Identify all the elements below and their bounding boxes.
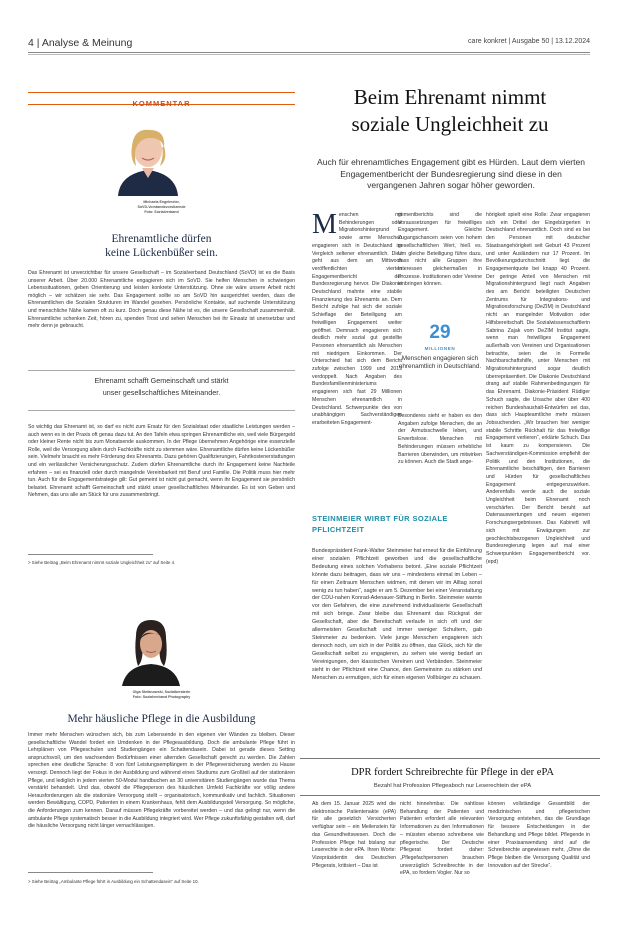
dpr-top-rule <box>300 758 600 759</box>
kommentar-paragraph-1: Das Ehrenamt ist unverzichtbar für unsere Gesellschaft – im Sozialverband Deutschland (SoVD) ist es die Basis unserer Arbeit. Über 20.000 Ehrenamtliche engagieren sich im SoVD. Sie helfen Menschen in schwierigen Lebenssituationen, geben Orientierung und leisten konkrete Unterstützung. Ohne sie wäre unsere Arbeit nicht möglich – wir schätzen sie sehr. Das Engagement sollte so am SoVD hin ausgerichtet werden, dass die Ehrenamtlichen die Sozialen Strukturen im Wandel gesehen. Persönliche Kontakte, auf suchende Unterstützung und menschliche Nähe kamen oft zu kurz. Doch genau diese Nähe ist es, die unsere Gesellschaft zusammenhält. Ehrenamtliche schenken Zeit, hören zu, spenden Trost und sehen Menschen bei ihr Einsatz ist unersetzbar und mehr denn je gebraucht. <box>28 270 295 330</box>
dpr-column-2-text: nicht hinnehmbar. Die nahtlose Behandlung der Patienten und Patienten erfordert alle relevanten Informationen zu den Informationen – müssten ebenso schreibene wie pflegerische. Der Deutsche Pflegerat fordert daher: „Pflegefachpersonen brauchen unverzüglich Schreibrechte in der ePA, so fordern Vogler. Nur so <box>400 801 484 877</box>
kommentar-headline-line2: keine Lückenbüßer sein. <box>105 247 218 259</box>
dpr-column-1-text: Ab dem 15. Januar 2025 wird die elektronische Patientenakte (ePA) für alle gesetzlich Versicherten verfügbar sein – ein Meilenstein für das Gesundheitswesen. Doch die Profession Pflege hat bislang nur Leserechte in der ePA. Ihren Worte: Vizepräsidentin des Deutschen Pflegerats, kritisiert – Das ist <box>312 801 396 869</box>
stat-label: MILLIONEN <box>424 346 456 351</box>
kommentar-headline <box>28 232 295 260</box>
pflege-paragraph: Immer mehr Menschen wünschen sich, bis zum Lebensende in den eigenen vier Wänden zu bleiben. Dieser gesellschaftliche Wandel fordert ein Umdenken in der Pflegeausbildung. Doch die ambulante Pflege führt in Lehrplänen von Pflegeschulen und Studiengängen ein Schattendasein. Dabei ist gerade dieses Setting anspruchsvoll, um den wachsenden Bedürfnissen einer alternden Gesellschaft gerecht zu werden. Die Zahlen sprechen eine deutliche Sprache: 8 von fünf Leistungsempfängern in der Pflegeversicherung werden zu Hause versorgt. Dennoch liegt der Fokus in der Ausbildung und während eines Studiums zum Großteil auf der stationären Pflege, und lediglich in jedem vierten 50-Modul handbuchen an 30 universitären Studiengängen wurde das Thema verstärkt behandelt. Und das, obwohl die Pflegeperson des häuslichen Umfeld Fachkräfte vor völlig andere Herausforderungen als die stationäre Versorgung stellt – organisatorisch, kommunikativ und fachlich. Situationen werden Bewältigung, COPD, Patienten in einem Krankenhaus, fehlt dem Ausbildungsteil Versorgung. So mögliche, die Anforderungen zum kennen. Darauf müssen Pflegekräfte vorbereitet werden – und das gelingt nur, wenn die ambulante Pflege systematisch besser in die Ausbildung integriert wird. Wer Pflege zukunftsfähig gestalten will, darf die häusliche Versorgung nicht länger vernachlässigen. <box>28 732 295 830</box>
steinmeier-headline-line2: PFLICHTZEIT <box>312 524 365 534</box>
header-rule <box>28 52 590 53</box>
ref-rule <box>28 554 153 555</box>
dpr-mid-rule <box>300 795 600 796</box>
dpr-column-3 <box>488 801 590 885</box>
dpr-headline: DPR fordert Schreibrechte für Pflege in der ePA <box>351 767 554 778</box>
main-column-3-text: hörigkeit spielt eine Rolle: Zwar engagieren sich ein Drittel der Eingebürgerten in Deutschland ehrenamtlich. Doch sind es bei den Personen mit deutscher Staatsangehörigkeit seit Geburt 43 Prozent und unter Ausländern nur 17 Prozent. Im Bevölkerungsdurchschnitt liegt die Engagementquote bei knapp 40 Prozent. Der geringe Anteil von Menschen mit Migrationshintergrund liegt nach Angaben des am Bericht beteiligten Deutschen Zentrums für Integrations- und Migrationsforschung (DeZIM) in Deutschland nicht an mangelnder Motivation oder Hilfsbereitschaft. Die Sozialwissenschaftlerin Sabrina Zajak vom DeZIM Institut sagte, wenn man freiwilliges Engagement außerhalb von Vereinen und Organisationen betrachte, seien die in Formelle Nachbarschaftshilfe, unter Menschen mit Migrationshintergrund sogar deutlich überrepräsentiert. Die Diakonie Deutschland drang auf stabile Rahmenbedingungen für das Ehrenamt. Diakonie-Präsident Rüdiger Schuch sagte, die Ursache aber über 400 reichen Bundeshaushalt-Entwürfen sei das, dass sich Haupteamtliche mehr müssen Jobsuchenden. „Wir brauchen hier weniger stabile Schritte Rückhalt für das freiwillige Engagement verlieren“, erklärte Schuch. Das ist kaum zu kompensieren. Die Sachverständigen-Kommission empfiehlt der Politik und den Institutionen, die Ehrenamtliche beschäftigen, den Barrieren und Hürden für gesellschaftliches Engagement entgegenzuwirken. Anderenfalls werde auch die soziale Ungleichheit beim Ehrenamt noch verschärfen. Der Bericht beruht auf Datenauswertungen und neuen eigenen Forschungsergebnissen. Das Kabinett will sich mit Erwägungen zur geschlechtsbezogenen Ungleichheit und Bundesregierung legen auf mal einer Schwerpunkten Engagementbericht vor. (epd) <box>486 212 590 565</box>
kommentar-label: KOMMENTAR <box>132 99 191 108</box>
main-headline-line1: Beim Ehrenamt nimmt <box>353 85 547 109</box>
stat-text: Menschen engagieren sich ehrenamtlich in Deutschland. <box>398 355 482 371</box>
dpr-column-1 <box>312 801 396 885</box>
pull-quote-line1: Ehrenamt schafft Gemeinschaft und stärkt <box>94 376 229 385</box>
main-headline-line2: soziale Ungleichheit zu <box>351 112 549 136</box>
ref-rule-2 <box>28 872 153 873</box>
main-column-2-top <box>398 212 482 302</box>
section-label: 4 | Analyse & Meinung <box>28 37 133 49</box>
kommentar-reference: > Siehe Beitrag „Beim Ehrenamt nimmt soziale Ungleichheit zu“ auf Seite 4. <box>28 560 176 565</box>
dpr-subheadline: Bezahl hat Profession Pflegeaboch nur Leserechtein der ePA <box>373 783 532 789</box>
main-lead: Auch für ehrenamtliches Engagement gibt es Hürden. Laut dem vierten Engagementbericht der Bundesregierung sind diese in den vergangenen Jahren sogar höher geworden. <box>317 157 585 190</box>
dpr-column-2 <box>400 801 484 885</box>
steinmeier-headline <box>312 514 498 535</box>
kommentar-headline-line1: Ehrenamtliche dürfen <box>111 233 212 245</box>
main-column-2a-text: gementberichts sind die Voraussetzungen für freiwilliges Engagement. Gleiche Zugangschancen seien von hohem gesellschaftlichen Wert, hieß es. Um gleiche Beteiligung führe dazu, dass nicht alle Gruppen ihre Interessen gleichermaßen in Prozesse. Institutionen oder Vereine einbringen können. <box>398 212 482 288</box>
main-column-1-text: enschen mit Behinderungen oder Migrationshintergrund sowie arme Menschen engagieren sich in Deutschland im Vergleich seltener ehrenamtlich. Dies geht aus dem am Mittwoch veröffentlichten vierten Engagementbericht der Bundesregierung hervor. Die Diakonie Deutschland mahnte eine stabile Finanzierung des Ehrenamts an. Dem Bericht zufolge hat sich die soziale Schieflage der Beteiligung am freiwilligen Engagement weiter geöffnet. Demnach engagieren sich deutlich mehr sozial gut gestellte Personen ehrenamtlich als Menschen mit niedrigem Einkommen. Der Unterschied hat sich dem Bericht zufolge zwischen 1999 und 2019 verdoppelt. Nach Angaben des Bundesfamilienministeriums engagieren sich fast 29 Millionen Menschen ehrenamtlich in Deutschland. Schwerpunkte des von unabhängigen Sachverständigen erarbeiteten Engagement- <box>312 212 402 426</box>
author-portrait <box>112 116 184 196</box>
kommentar-body-2 <box>28 424 295 546</box>
caption-credit: Foto: Sozialverband <box>144 210 179 214</box>
stat-number: 29 <box>429 322 451 343</box>
portrait-caption-2 <box>28 690 295 700</box>
kommentar-label-bar <box>28 92 295 108</box>
caption-name-2: Olga Stefanowski, Sozialberaterin <box>132 690 191 694</box>
caption-name: Michaela Engelmeier, <box>143 200 180 204</box>
main-column-2b-text: Besonderes sieht er haben es den Angaben zufolge Menschen, die an der Armutsschwelle leben, und Erwerbslose. Menschen mit Behinderungen müssen erhebliche Barrieren überwinden, um mitwirken zu können. Auch die Stadt ange- <box>398 413 482 466</box>
caption-role: SoVD-Vorstandsvorsitzende <box>137 205 186 209</box>
dpr-column-3-text: können vollständige Gesamtbild der medizinischen und pflegerischen Versorgung entstehen, das die Grundlage für bessere Entscheidungen in der Behandlung und Pflege bildet. Pflegende in einer Praxisanwendung sind auf die Schreibrechte angewiesen mehr, „Ohne die Pflege bleiben die Versorgung Qualität und Innovation auf der Strecke“. <box>488 801 590 869</box>
main-headline <box>310 84 590 138</box>
main-column-1 <box>312 212 402 502</box>
main-column-3 <box>486 212 590 752</box>
author-portrait-2 <box>118 614 184 686</box>
kommentar-body-1 <box>28 270 295 354</box>
kommentar-paragraph-2: So wichtig das Ehrenamt ist, so darf es nicht zum Ersatz für den Sozialstaat oder staatliche Leistungen werden – auch wenn es in der Praxis oft genau dazu tut. An den Tafeln etwa springen Ehrenamtliche ein, weil viele Bürgergeld oder kleiner Rente nicht bis zum Monatsende auskommen. In der Pflege übernehmen Angehörige eine essenzielle Rolle, weil die Versorgung allein durch Fachkräfte nicht zu stemmen wäre. Ehrenamtliche dürfen keine Lückenbüßer sein. Vielmehr braucht es mehr Förderung des Ehrenamts. Dazu gehören Qualifizierungen, Fahrtkostenerstattungen und ein verlässlicher Versicherungsschutz. Zudem dürfen Ehrenamtliche durch ihr Engagement keine Nachteile erfahren – sei es finanziell oder durch mangelnde Vereinbarkeit mit Beruf und Familie. Die Politik muss hier mehr tun. Auch für die Engagementstrategie gilt: Gut gemeint ist nicht gut gemacht, wenn ihr Engagement sie persönlich belastet. Ehrenamt schafft Gemeinschaft und stärkt unser gesellschaftliches Miteinander. Es ist von Geben und Nehmen, das uns alle am Stück für uns zusammenbringt. <box>28 424 295 499</box>
pflege-headline: Mehr häusliche Pflege in die Ausbildung <box>67 713 256 725</box>
header-rule-secondary <box>28 54 590 55</box>
pull-quote-box <box>28 370 295 411</box>
drop-cap: M <box>312 212 337 240</box>
steinmeier-text: Bundespräsident Frank-Walter Steinmeier hat erneut für die Einführung einer sozialen Pflichtzeit geworben und die gesellschaftliche Bedeutung eines solchen Vorhabens betont. „Eine soziale Pflichtzeit könnte dazu beitragen, dass wir uns – mindestens einmal im Leben – für einen Zeitraum Menschen widmen, mit denen wir im Alltag sonst wenig zu tun haben“, sagte er am 5. Dezember bei einer Veranstaltung der CDU-nahen Konrad-Adenauer-Stiftung in Berlin. Steinmeier warnte vor den Gefahren, die eine zunehmend individualisierte Gesellschaft mit sich bringe. Zwar bleibe das Ehrenamt das Rückgrat der Gesellschaft, aber die Bereitschaft verlaufe in sich oft und der allermeisten Gesellschaft und immer weniger Schultern, gab Steinmeier zu bedenken. Viele junge Menschen engagieren sich dennoch noch, um sich in der Politik zu öffnen, das Glück, sich für die Gesellschaft selbst zu engagieren, zu sehen wie wenig bedarf an Vereinigungen, den klassischen Vereinen und Verbänden. Steinmeier sieht in der Pflichtzeit eine Chance, den Gemeinsinn zu stärken und Menschen zu ermutigen, sich für einen eigenen Vollbürger zu schauen. <box>312 548 482 681</box>
main-column-2-bottom <box>398 413 482 503</box>
pflege-body <box>28 732 295 862</box>
pull-quote-line2: unser gesellschaftliches Miteinander. <box>102 388 221 397</box>
caption-credit-2: Foto: Sozialverband Photography <box>132 695 191 699</box>
steinmeier-headline-line1: STEINMEIER WIRBT FÜR SOZIALE <box>312 514 448 523</box>
issue-info: care konkret | Ausgabe 50 | 13.12.2024 <box>468 38 590 45</box>
portrait-caption <box>28 200 295 215</box>
pflege-reference: > Siehe Beitrag „Ambulante Pflege führt in Ausbildung ein Schattendasein“ auf Seite 10. <box>28 879 199 884</box>
steinmeier-body <box>312 548 482 748</box>
